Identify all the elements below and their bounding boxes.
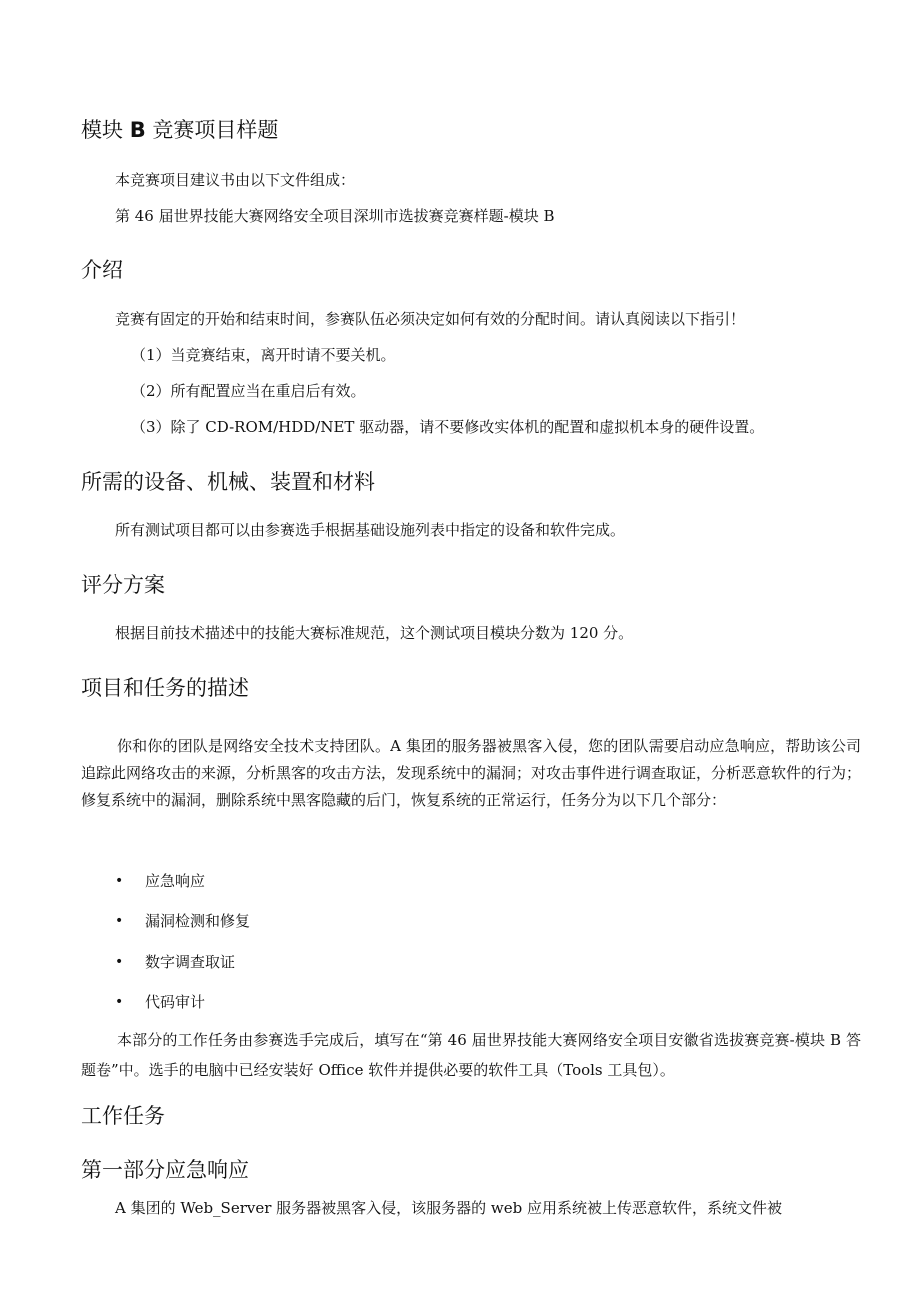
heading-part1: 第一部分应急响应 (81, 1158, 249, 1182)
bullet-dot-1: • (115, 873, 124, 889)
bullet-item-vulnerability-repair: 漏洞检测和修复 (145, 912, 251, 930)
intro-item-1: （1）当竞赛结束，离开时请不要关机。 (131, 346, 396, 364)
heading-description: 项目和任务的描述 (81, 676, 249, 700)
module-composition-text: 本竞赛项目建议书由以下文件组成： (115, 171, 356, 189)
bullet-dot-2: • (115, 913, 124, 929)
module-document-title: 第 46 届世界技能大赛网络安全项目深圳市选拔赛竞赛样题-模块 B (115, 207, 555, 225)
heading-module-suffix: 竞赛项目样题 (152, 118, 279, 142)
description-paragraph: 你和你的团队是网络安全技术支持团队。A 集团的服务器被黑客入侵，您的团队需要启动应急响应，帮助该公司追踪此网络攻击的来源，分析黑客的攻击方法，发现系统中的漏洞；对攻击事件进行调查取证，分析恶意软件的行为；修复系统中的漏洞，删除系统中黑客隐藏的后门，恢复系统的正常运行，任务分为以下几个部分： (81, 737, 862, 809)
description-closing-paragraph: 本部分的工作任务由参赛选手完成后，填写在“第 46 届世界技能大赛网络安全项目安徽省选拔赛竞赛-模块 B 答题卷”中。选手的电脑中已经安装好 Office 软件并提供必要的软件工具（Tools 工具包）。 (81, 1031, 861, 1079)
heading-intro: 介绍 (81, 258, 123, 282)
intro-lead-text: 竞赛有固定的开始和结束时间，参赛队伍必须决定如何有效的分配时间。请认真阅读以下指引！ (115, 310, 746, 328)
heading-module-letter: B (129, 118, 146, 142)
intro-item-2: （2）所有配置应当在重启后有效。 (131, 382, 366, 400)
heading-module-prefix: 模块 (81, 118, 123, 142)
heading-tasks: 工作任务 (81, 1104, 165, 1128)
heading-equipment: 所需的设备、机械、装置和材料 (81, 470, 375, 494)
heading-scoring: 评分方案 (81, 573, 165, 597)
heading-module-b (81, 116, 278, 144)
bullet-item-digital-forensics: 数字调查取证 (145, 953, 236, 971)
intro-item-3: （3）除了 CD-ROM/HDD/NET 驱动器，请不要修改实体机的配置和虚拟机本身的硬件设置。 (131, 418, 765, 436)
scoring-text: 根据目前技术描述中的技能大赛标准规范，这个测试项目模块分数为 120 分。 (115, 624, 634, 642)
bullet-dot-4: • (115, 994, 124, 1010)
bullet-item-emergency-response: 应急响应 (145, 872, 206, 890)
bullet-dot-3: • (115, 954, 124, 970)
bullet-item-code-audit: 代码审计 (145, 993, 206, 1011)
part1-text: A 集团的 Web_Server 服务器被黑客入侵，该服务器的 web 应用系统被上传恶意软件，系统文件被 (115, 1199, 783, 1217)
equipment-text: 所有测试项目都可以由参赛选手根据基础设施列表中指定的设备和软件完成。 (115, 521, 626, 539)
